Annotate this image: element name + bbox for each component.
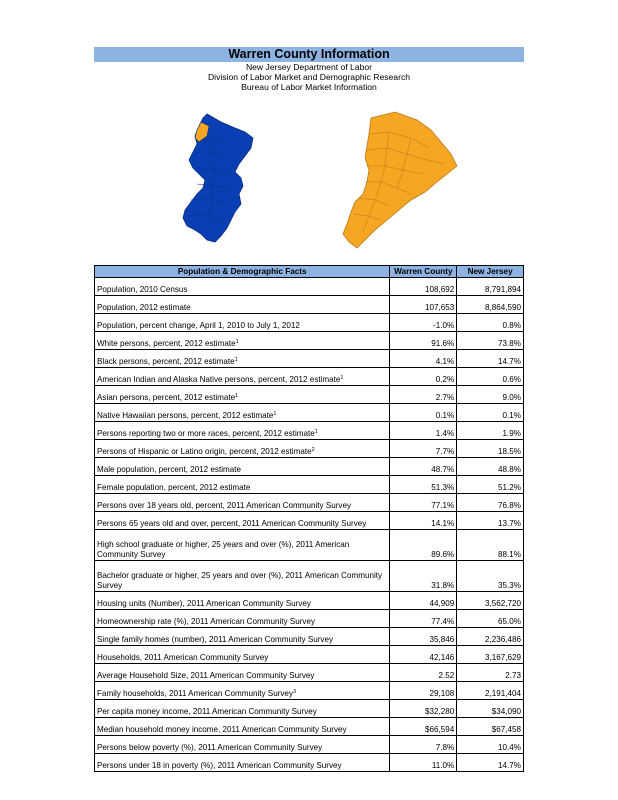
- table-row: [95, 628, 524, 646]
- row-label: White persons, percent, 2012 estimate: [97, 338, 236, 348]
- warren-county-value: 4.1%: [390, 350, 457, 368]
- warren-county-value: 77.1%: [390, 494, 457, 512]
- footnote-marker: 1: [235, 338, 239, 345]
- header-warren-county: Warren County: [390, 266, 457, 278]
- row-label: Persons reporting two or more races, percent, 2012 estimate: [97, 428, 315, 438]
- table-row: [95, 440, 524, 458]
- row-label: High school graduate or higher, 25 years and over (%), 2011 American Community Survey: [97, 540, 350, 559]
- new-jersey-value: 10.4%: [457, 736, 524, 754]
- table-row: [95, 754, 524, 772]
- warren-county-value: -1.0%: [390, 314, 457, 332]
- warren-county-value: 2.7%: [390, 386, 457, 404]
- new-jersey-value: 8,864,590: [457, 296, 524, 314]
- row-label-cell: [95, 561, 390, 592]
- row-label: Single family homes (number), 2011 American Community Survey: [97, 634, 334, 644]
- footnote-marker: 1: [235, 392, 239, 399]
- maps-area: [175, 108, 475, 260]
- table-row: [95, 296, 524, 314]
- row-label: Population, 2010 Census: [97, 284, 188, 294]
- row-label: Female population, percent, 2012 estimate: [97, 482, 251, 492]
- new-jersey-value: $34,090: [457, 700, 524, 718]
- table-row: [95, 332, 524, 350]
- row-label: Homeownership rate (%), 2011 American Community Survey: [97, 616, 316, 626]
- warren-county-value: 108,692: [390, 278, 457, 296]
- row-label: American Indian and Alaska Native persons, percent, 2012 estimate: [97, 374, 341, 384]
- warren-county-value: 48.7%: [390, 458, 457, 476]
- row-label: Persons over 18 years old, percent, 2011 American Community Survey: [97, 500, 352, 510]
- subtitle-line-1: New Jersey Department of Labor: [245, 62, 373, 72]
- row-label-cell: [95, 610, 390, 628]
- warren-county-value: $66,594: [390, 718, 457, 736]
- row-label-cell: [95, 422, 390, 440]
- page-title: Warren County Information: [94, 47, 524, 62]
- row-label-cell: [95, 314, 390, 332]
- new-jersey-value: $67,458: [457, 718, 524, 736]
- row-label-cell: [95, 754, 390, 772]
- table-row: [95, 386, 524, 404]
- row-label-cell: [95, 736, 390, 754]
- row-label-cell: [95, 386, 390, 404]
- table-row: [95, 350, 524, 368]
- warren-county-value: 14.1%: [390, 512, 457, 530]
- row-label-cell: [95, 718, 390, 736]
- row-label-cell: [95, 350, 390, 368]
- table-row: [95, 736, 524, 754]
- row-label: Native Hawaiian persons, percent, 2012 estimate: [97, 410, 274, 420]
- warren-county-value: 7.7%: [390, 440, 457, 458]
- row-label-cell: [95, 512, 390, 530]
- row-label-cell: [95, 278, 390, 296]
- new-jersey-value: 35.3%: [457, 561, 524, 592]
- row-label: Population, 2012 estimate: [97, 302, 191, 312]
- new-jersey-value: 0.8%: [457, 314, 524, 332]
- row-label-cell: [95, 458, 390, 476]
- table-row: [95, 682, 524, 700]
- table-row: [95, 512, 524, 530]
- table-row: [95, 314, 524, 332]
- footnote-marker: 1: [234, 356, 238, 363]
- row-label-cell: [95, 646, 390, 664]
- table-row: [95, 278, 524, 296]
- row-label: Family households, 2011 American Community Survey: [97, 688, 293, 698]
- new-jersey-value: 0.1%: [457, 404, 524, 422]
- warren-county-value: 29,108: [390, 682, 457, 700]
- new-jersey-value: 76.8%: [457, 494, 524, 512]
- row-label-cell: [95, 404, 390, 422]
- table-row: [95, 494, 524, 512]
- row-label-cell: [95, 368, 390, 386]
- footnote-marker: 1: [314, 428, 318, 435]
- row-label-cell: [95, 682, 390, 700]
- new-jersey-value: 2.73: [457, 664, 524, 682]
- footnote-marker: 1: [340, 374, 344, 381]
- warren-county-value: 0.2%: [390, 368, 457, 386]
- row-label: Persons of Hispanic or Latino origin, percent, 2012 estimate: [97, 446, 312, 456]
- new-jersey-value: 3,167,629: [457, 646, 524, 664]
- table-row: [95, 561, 524, 592]
- warren-county-value: 35,846: [390, 628, 457, 646]
- row-label: Bachelor graduate or higher, 25 years and over (%), 2011 American Community Survey: [97, 571, 383, 590]
- new-jersey-value: 73.8%: [457, 332, 524, 350]
- new-jersey-value: 14.7%: [457, 754, 524, 772]
- row-label: Housing units (Number), 2011 American Community Survey: [97, 598, 311, 608]
- warren-county-value: 91.6%: [390, 332, 457, 350]
- footnote-marker: 3: [292, 688, 297, 695]
- warren-county-value: 31.8%: [390, 561, 457, 592]
- table-row: [95, 422, 524, 440]
- row-label-cell: [95, 296, 390, 314]
- table-row: [95, 610, 524, 628]
- table-row: [95, 458, 524, 476]
- warren-county-value: 77.4%: [390, 610, 457, 628]
- row-label-cell: [95, 476, 390, 494]
- table-row: [95, 530, 524, 561]
- header-new-jersey: New Jersey: [457, 266, 524, 278]
- table-row: [95, 646, 524, 664]
- row-label: Male population, percent, 2012 estimate: [97, 464, 241, 474]
- row-label-cell: [95, 664, 390, 682]
- warren-county-value: 51.3%: [390, 476, 457, 494]
- row-label: Per capita money income, 2011 American Community Survey: [97, 706, 317, 716]
- table-row: [95, 476, 524, 494]
- new-jersey-value: 2,236,486: [457, 628, 524, 646]
- row-label: Median household money income, 2011 American Community Survey: [97, 724, 347, 734]
- warren-county-value: 1.4%: [390, 422, 457, 440]
- row-label: Persons under 18 in poverty (%), 2011 American Community Survey: [97, 760, 342, 770]
- table-row: [95, 664, 524, 682]
- warren-county-value: 107,653: [390, 296, 457, 314]
- row-label-cell: [95, 494, 390, 512]
- row-label: Households, 2011 American Community Survey: [97, 652, 269, 662]
- maps-svg: [175, 108, 475, 260]
- warren-county-value: 2.52: [390, 664, 457, 682]
- new-jersey-value: 8,791,894: [457, 278, 524, 296]
- table-row: [95, 404, 524, 422]
- footnote-marker: 2: [311, 446, 315, 453]
- table-body: [95, 278, 524, 772]
- row-label: Black persons, percent, 2012 estimate: [97, 356, 235, 366]
- row-label: Persons below poverty (%), 2011 American Community Survey: [97, 742, 323, 752]
- row-label-cell: [95, 440, 390, 458]
- warren-county-value: 11.0%: [390, 754, 457, 772]
- new-jersey-value: 9.0%: [457, 386, 524, 404]
- row-label: Persons 65 years old and over, percent, 2011 American Community Survey: [97, 518, 367, 528]
- new-jersey-value: 13.7%: [457, 512, 524, 530]
- new-jersey-value: 14.7%: [457, 350, 524, 368]
- new-jersey-value: 18.5%: [457, 440, 524, 458]
- row-label-cell: [95, 530, 390, 561]
- table-row: [95, 368, 524, 386]
- warren-county-value: 7.8%: [390, 736, 457, 754]
- table-row: [95, 718, 524, 736]
- subtitle-line-3: Bureau of Labor Market Information: [241, 82, 377, 92]
- new-jersey-value: 2,191,404: [457, 682, 524, 700]
- table-row: [95, 700, 524, 718]
- new-jersey-value: 48.8%: [457, 458, 524, 476]
- new-jersey-value: 3,562,720: [457, 592, 524, 610]
- row-label-cell: [95, 700, 390, 718]
- row-label: Asian persons, percent, 2012 estimate: [97, 392, 236, 402]
- warren-county-value: 42,146: [390, 646, 457, 664]
- table-header-row: [95, 266, 524, 278]
- page-header: [94, 47, 524, 92]
- row-label: Population, percent change, April 1, 2010 to July 1, 2012: [97, 320, 300, 330]
- header-facts: Population & Demographic Facts: [95, 266, 390, 278]
- new-jersey-value: 0.6%: [457, 368, 524, 386]
- warren-county-value: 0.1%: [390, 404, 457, 422]
- row-label: Average Household Size, 2011 American Community Survey: [97, 670, 315, 680]
- row-label-cell: [95, 592, 390, 610]
- row-label-cell: [95, 628, 390, 646]
- footnote-marker: 1: [273, 410, 277, 417]
- new-jersey-value: 1.9%: [457, 422, 524, 440]
- warren-county-map-icon: [343, 112, 457, 248]
- row-label-cell: [95, 332, 390, 350]
- warren-county-value: 44,909: [390, 592, 457, 610]
- table-row: [95, 592, 524, 610]
- warren-county-value: 89.6%: [390, 530, 457, 561]
- new-jersey-value: 51.2%: [457, 476, 524, 494]
- warren-county-value: $32,280: [390, 700, 457, 718]
- subtitle-line-2: Division of Labor Market and Demographic Research: [207, 72, 411, 82]
- new-jersey-map-icon: [183, 114, 253, 242]
- new-jersey-value: 88.1%: [457, 530, 524, 561]
- new-jersey-value: 65.0%: [457, 610, 524, 628]
- demographic-facts-table: [94, 265, 524, 772]
